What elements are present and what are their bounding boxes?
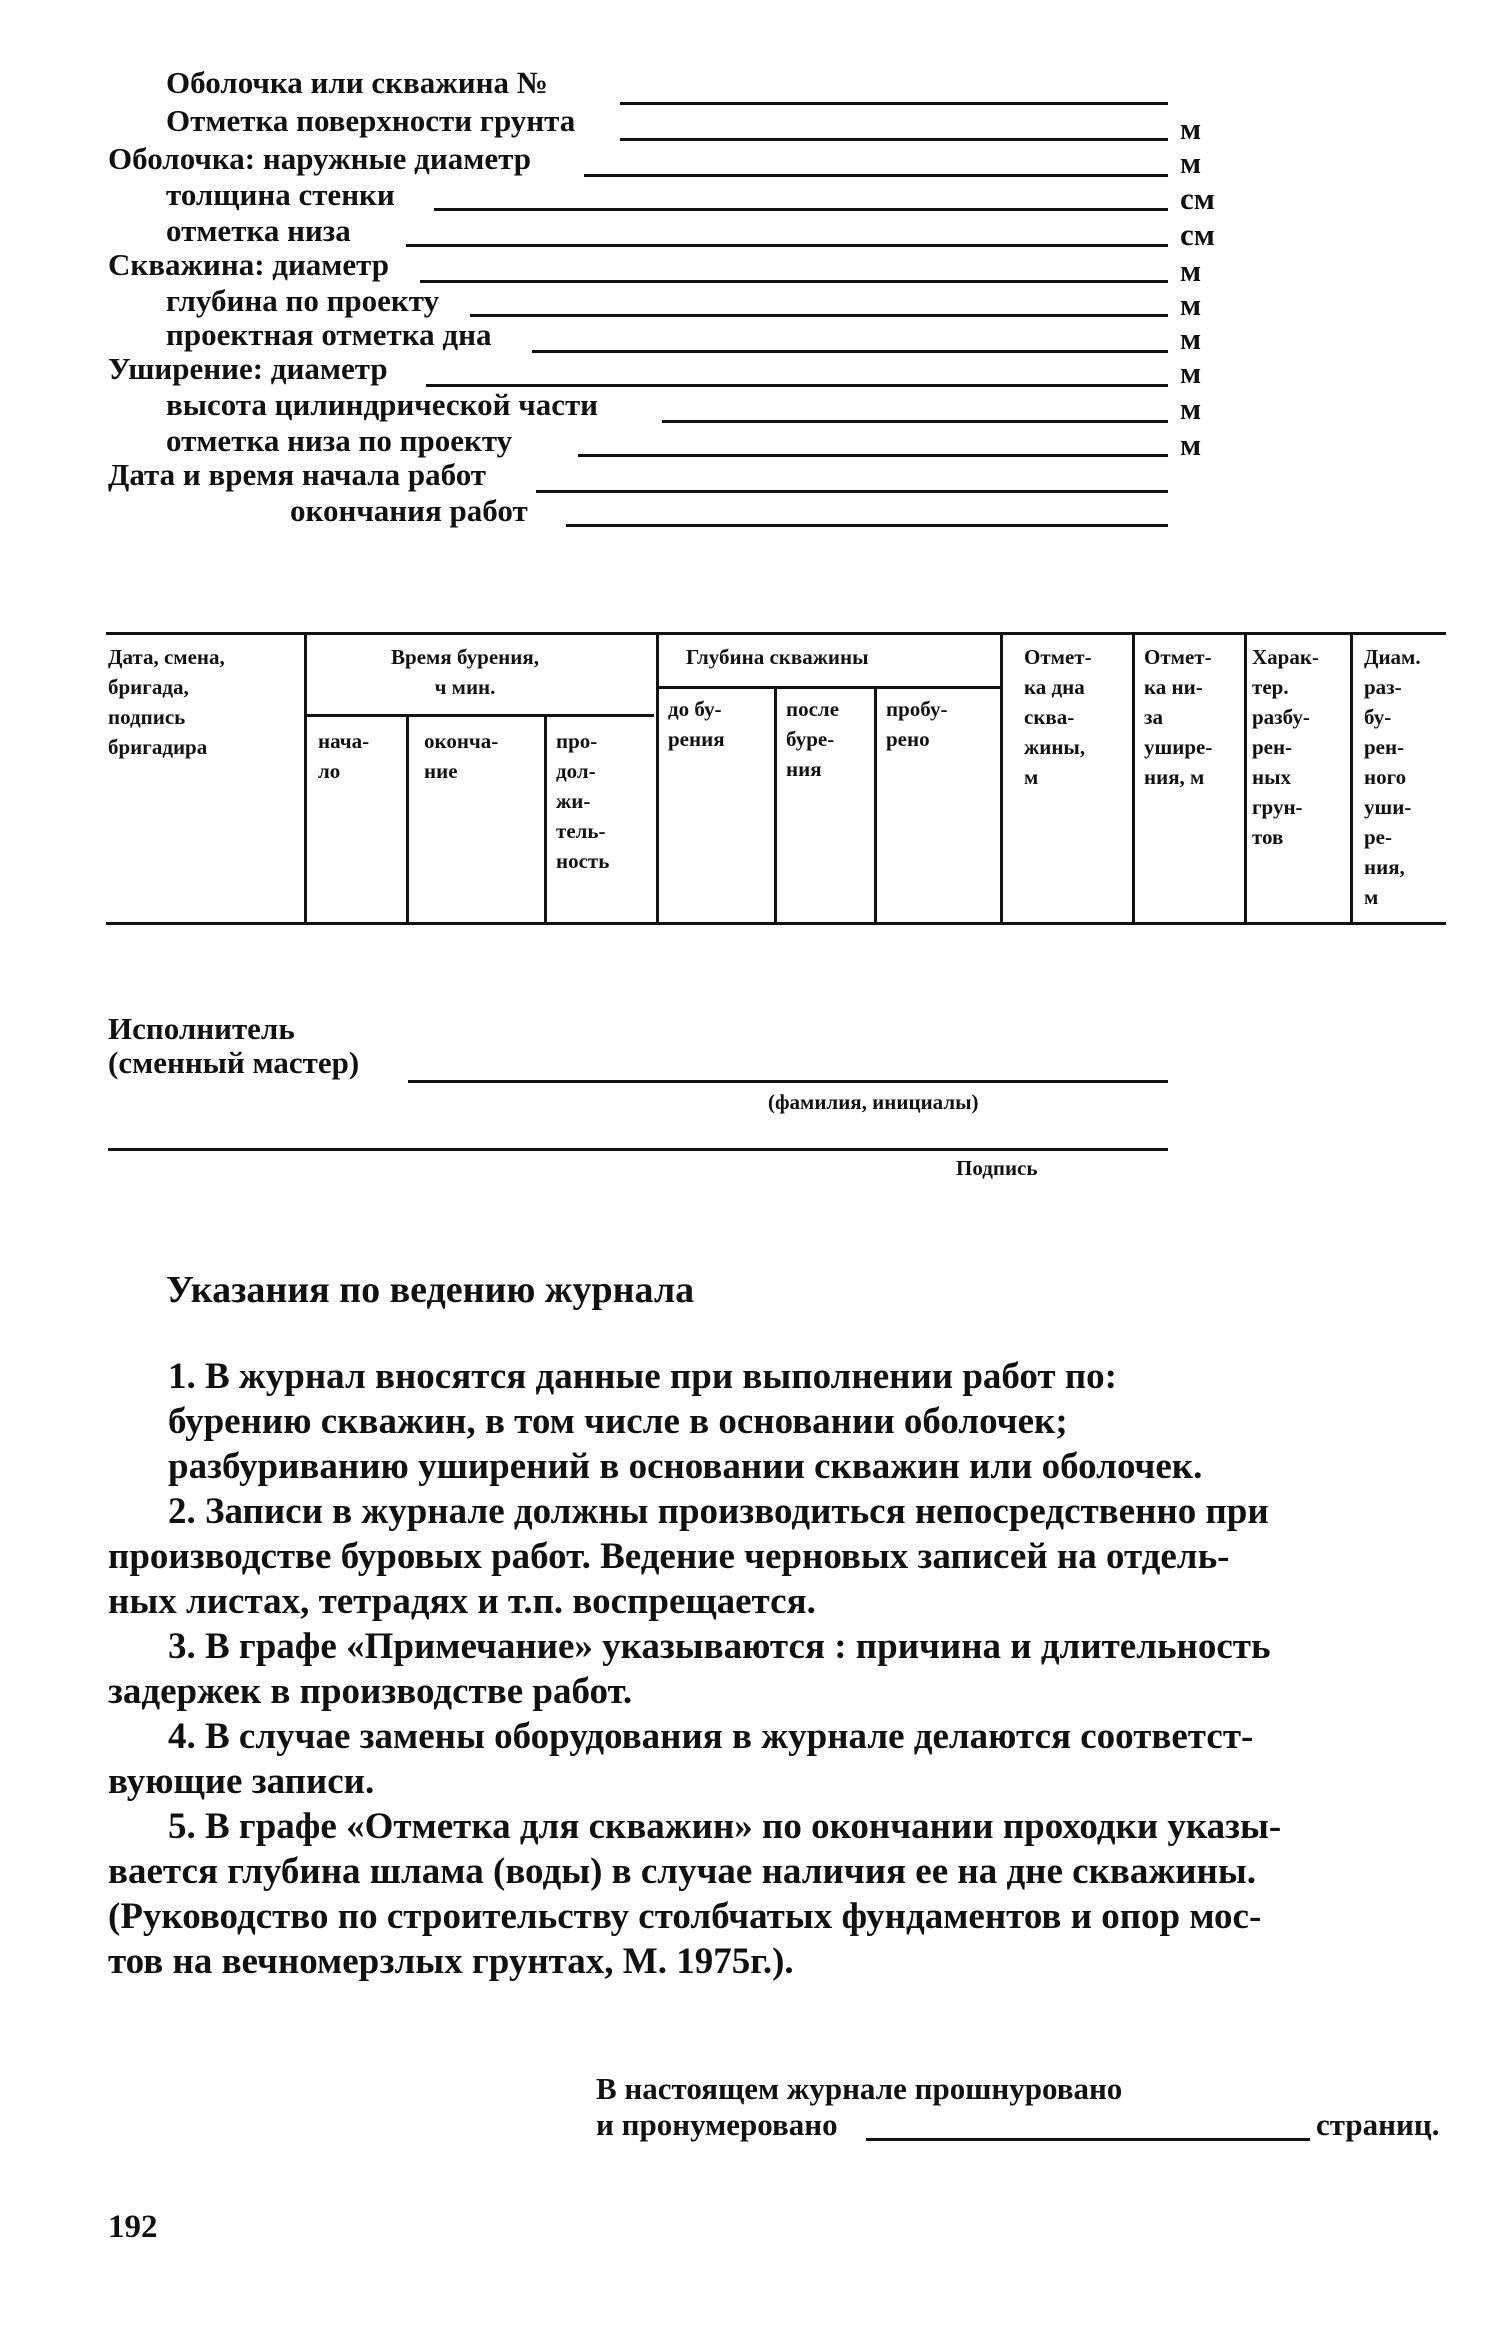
field-label: толщина стенки [166, 177, 395, 212]
page-number: 192 [108, 2209, 158, 2245]
field-label: Уширение: диаметр [108, 351, 388, 386]
instruction-3 [108, 1624, 1448, 1714]
field-unit: см [1180, 181, 1215, 216]
header-drilled: пробу- рено [886, 697, 948, 751]
text-line: вующие записи. [108, 1761, 375, 1802]
text-line: 3. В графе «Примечание» указываются : причина и длительность [168, 1626, 1271, 1667]
instruction-1 [108, 1354, 1448, 1489]
field-unit: м [1180, 321, 1202, 356]
fill-line[interactable] [406, 244, 1168, 247]
fill-line[interactable] [470, 314, 1168, 317]
field-label: глубина по проекту [166, 283, 440, 318]
text-line: 2. Записи в журнале должны производиться непосредственно при [168, 1491, 1269, 1532]
header-start: нача- ло [318, 729, 370, 783]
signature-fill-line[interactable] [108, 1148, 1168, 1151]
text-line: 4. В случае замены оборудования в журнале делаются соответст- [168, 1716, 1254, 1757]
fill-line[interactable] [536, 490, 1168, 493]
fill-line[interactable] [620, 138, 1168, 141]
field-unit: м [1180, 427, 1202, 462]
fill-line[interactable] [578, 454, 1168, 457]
field-label: Дата и время начала работ [108, 457, 487, 492]
fill-line[interactable] [434, 208, 1168, 211]
field-unit: см [1180, 217, 1215, 252]
text-line: вается глубина шлама (воды) в случае наличия ее на дне скважины. [108, 1851, 1256, 1892]
col-border [406, 716, 409, 922]
fill-line[interactable] [584, 174, 1168, 177]
field-unit: м [1180, 111, 1202, 146]
header-drilling-time: Время бурения, ч мин. [391, 645, 539, 699]
col-border [1350, 634, 1353, 922]
instruction-4 [108, 1714, 1448, 1804]
name-caption: (фамилия, инициалы) [768, 1090, 979, 1114]
col-border [774, 688, 777, 922]
text-line: производстве буровых работ. Ведение черновых записей на отдель- [108, 1536, 1230, 1577]
field-label: отметка низа [166, 213, 351, 248]
field-label: Скважина: диаметр [108, 247, 390, 282]
fill-line[interactable] [662, 420, 1168, 423]
field-label: Оболочка или скважина № [166, 65, 548, 100]
header-duration: про- дол- жи- тель- ность [556, 729, 610, 873]
col-border [1132, 634, 1135, 922]
instruction-5 [108, 1804, 1448, 1984]
col-border [304, 634, 307, 922]
fill-line[interactable] [420, 280, 1168, 283]
header-bottom-mark: Отмет- ка дна сква- жины, м [1024, 645, 1092, 789]
pages-count-line[interactable] [866, 2138, 1310, 2141]
header-before: до бу- рения [668, 697, 725, 751]
laced-note-prefix: и пронумеровано [596, 2107, 838, 2142]
col-border [1000, 634, 1003, 922]
field-unit: м [1180, 253, 1202, 288]
fill-line[interactable] [566, 524, 1168, 527]
col-border [656, 634, 659, 922]
field-unit: м [1180, 287, 1202, 322]
header-well-depth: Глубина скважины [686, 645, 869, 669]
text-line: бурению скважин, в том числе в основании оболочек; [168, 1401, 1068, 1442]
col-border [1244, 634, 1247, 922]
name-fill-line[interactable] [408, 1080, 1168, 1083]
field-unit: м [1180, 391, 1202, 426]
text-line: задержек в производстве работ. [108, 1671, 633, 1712]
text-line: тов на вечномерзлых грунтах, М. 1975г.). [108, 1941, 794, 1982]
field-label: Отметка поверхности грунта [166, 103, 576, 138]
executor-label: Исполнитель [108, 1011, 295, 1046]
text-line: 1. В журнал вносятся данные при выполнении работ по: [168, 1356, 1117, 1397]
text-line: 5. В графе «Отметка для скважин» по окончании проходки указы- [168, 1806, 1282, 1847]
header-widening-diameter: Диам. раз- бу- рен- ного уши- ре- ния, м [1364, 645, 1421, 909]
text-line: ных листах, тетрадях и т.п. воспрещается. [108, 1581, 816, 1622]
text-line: разбуриванию уширений в основании скважин или оболочек. [168, 1446, 1203, 1487]
group-divider [658, 686, 1000, 689]
field-label: Оболочка: наружные диаметр [108, 141, 531, 176]
signature-caption: Подпись [956, 1156, 1038, 1180]
laced-note-suffix: страниц. [1316, 2107, 1440, 2142]
field-unit: м [1180, 355, 1202, 390]
header-date-shift: Дата, смена, бригада, подпись бригадира [108, 645, 225, 759]
instructions-title: Указания по ведению журнала [166, 1269, 695, 1311]
text-line: (Руководство по строительству столбчатых фундаментов и опор мос- [108, 1896, 1262, 1937]
col-border [874, 688, 877, 922]
field-label: окончания работ [290, 493, 528, 528]
fill-line[interactable] [532, 350, 1168, 353]
fill-line[interactable] [620, 102, 1168, 105]
instruction-2 [108, 1489, 1448, 1624]
table-bottom-border [106, 922, 1446, 925]
header-widening-mark: Отмет- ка ни- за ушире- ния, м [1144, 645, 1213, 789]
field-label: проектная отметка дна [166, 317, 492, 352]
laced-note-line1: В настоящем журнале прошнуровано [596, 2071, 1123, 2106]
col-border [544, 716, 547, 922]
header-soil-type: Харак- тер. разбу- рен- ных грун- тов [1252, 645, 1319, 849]
group-divider [306, 714, 654, 717]
header-end: оконча- ние [424, 729, 499, 783]
executor-role-label: (сменный мастер) [108, 1045, 360, 1080]
field-label: отметка низа по проекту [166, 423, 513, 458]
field-unit: м [1180, 145, 1202, 180]
header-after: после буре- ния [786, 697, 840, 781]
field-label: высота цилиндрической части [166, 387, 599, 422]
